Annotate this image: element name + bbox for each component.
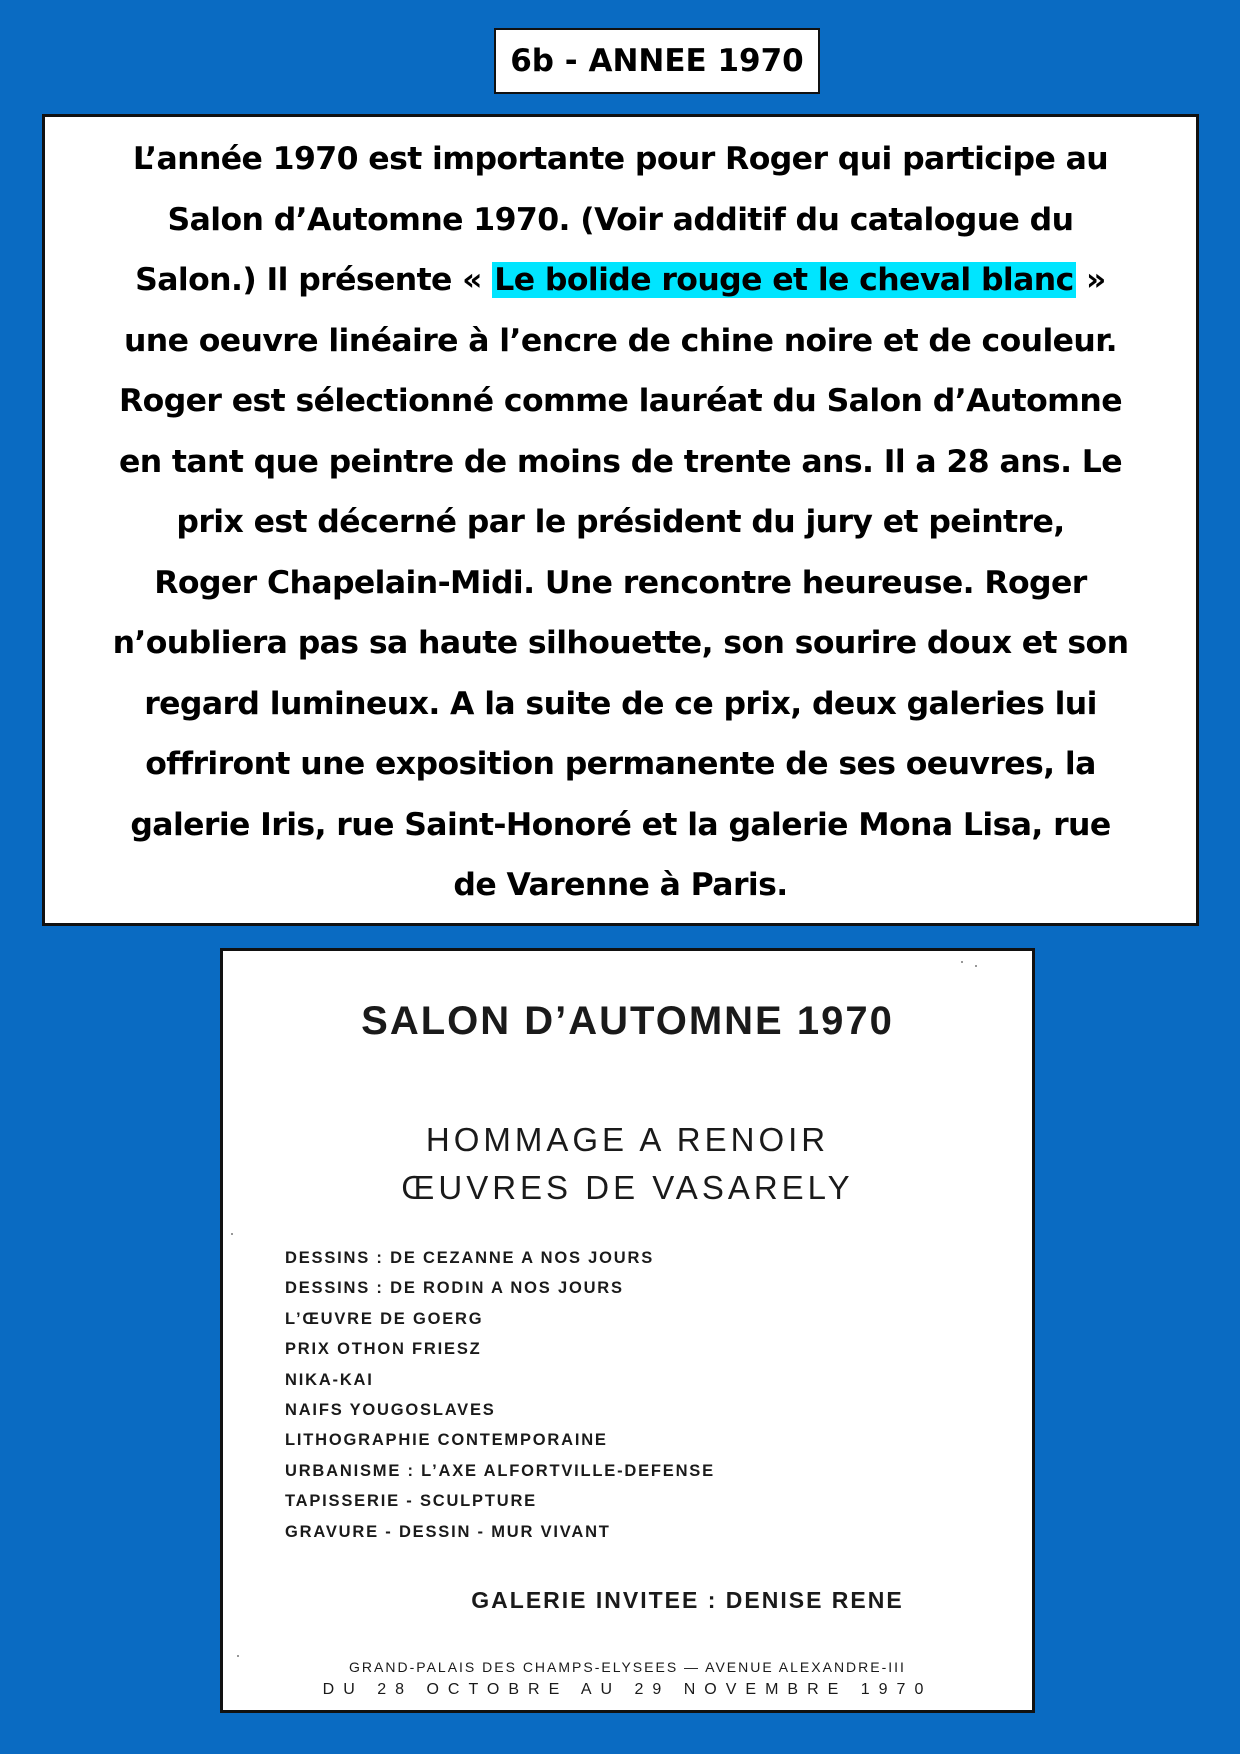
scan-speck <box>975 965 977 967</box>
article-paragraph <box>59 129 1182 916</box>
article-line: offriront une exposition permanente de ses oeuvres, la <box>145 746 1096 782</box>
page-title: 6b - ANNEE 1970 <box>494 28 820 94</box>
article-line: une oeuvre linéaire à l’encre de chine noire et de couleur. <box>123 322 1118 359</box>
invited-gallery: GALERIE INVITEE : DENISE RENE <box>471 1587 904 1613</box>
article-line: » <box>1075 262 1106 298</box>
exhibition-item: L’ŒUVRE DE GOERG <box>285 1309 484 1328</box>
exhibition-item: DESSINS : DE CEZANNE A NOS JOURS <box>285 1249 655 1267</box>
article-line: de Varenne à Paris. <box>453 867 788 903</box>
article-line: Salon d’Automne 1970. (Voir additif du catalogue du <box>167 201 1074 238</box>
exhibition-item: TAPISSERIE - SCULPTURE <box>285 1492 537 1511</box>
article-line: Salon.) Il présente « <box>135 262 493 298</box>
poster-subtitle-vasarely: ŒUVRES DE VASARELY <box>401 1169 854 1206</box>
article-line: Roger Chapelain-Midi. Une rencontre heureuse. Roger <box>154 564 1087 601</box>
exhibition-item: URBANISME : L’AXE ALFORTVILLE-DEFENSE <box>285 1461 715 1480</box>
article-line: en tant que peintre de moins de trente ans. Il a 28 ans. Le <box>118 443 1123 480</box>
article-line: regard lumineux. A la suite de ce prix, deux galeries lui <box>144 685 1097 722</box>
scan-speck <box>231 1233 233 1235</box>
scan-speck <box>237 1655 239 1657</box>
exhibition-item: DESSINS : DE RODIN A NOS JOURS <box>285 1279 624 1298</box>
poster-subtitle-renoir: HOMMAGE A RENOIR <box>425 1121 830 1158</box>
scan-speck <box>961 961 963 963</box>
exhibition-item: GRAVURE - DESSIN - MUR VIVANT <box>285 1522 611 1541</box>
artwork-title-highlight: Le bolide rouge et le cheval blanc <box>494 262 1074 298</box>
dates-line: DU 28 OCTOBRE AU 29 NOVEMBRE 1970 <box>322 1681 933 1698</box>
catalogue-poster <box>220 948 1035 1713</box>
article-line: Roger est sélectionné comme lauréat du Salon d’Automne <box>119 383 1122 419</box>
article-text-box <box>42 114 1199 926</box>
article-line: L’année 1970 est importante pour Roger qui participe au <box>132 141 1109 177</box>
venue-line: GRAND-PALAIS DES CHAMPS-ELYSEES — AVENUE ALEXANDRE-III <box>349 1659 906 1675</box>
exhibition-list <box>285 1243 715 1547</box>
article-line: galerie Iris, rue Saint-Honoré et la galerie Mona Lisa, rue <box>130 806 1111 843</box>
exhibition-item: LITHOGRAPHIE CONTEMPORAINE <box>285 1431 608 1450</box>
poster-title: SALON D’AUTOMNE 1970 <box>361 999 894 1043</box>
exhibition-item: PRIX OTHON FRIESZ <box>285 1340 482 1359</box>
exhibition-item: NAIFS YOUGOSLAVES <box>285 1401 496 1420</box>
article-line: n’oubliera pas sa haute silhouette, son sourire doux et son <box>112 625 1129 661</box>
exhibition-item: NIKA-KAI <box>285 1370 374 1389</box>
article-line: prix est décerné par le président du jury et peintre, <box>176 504 1065 540</box>
